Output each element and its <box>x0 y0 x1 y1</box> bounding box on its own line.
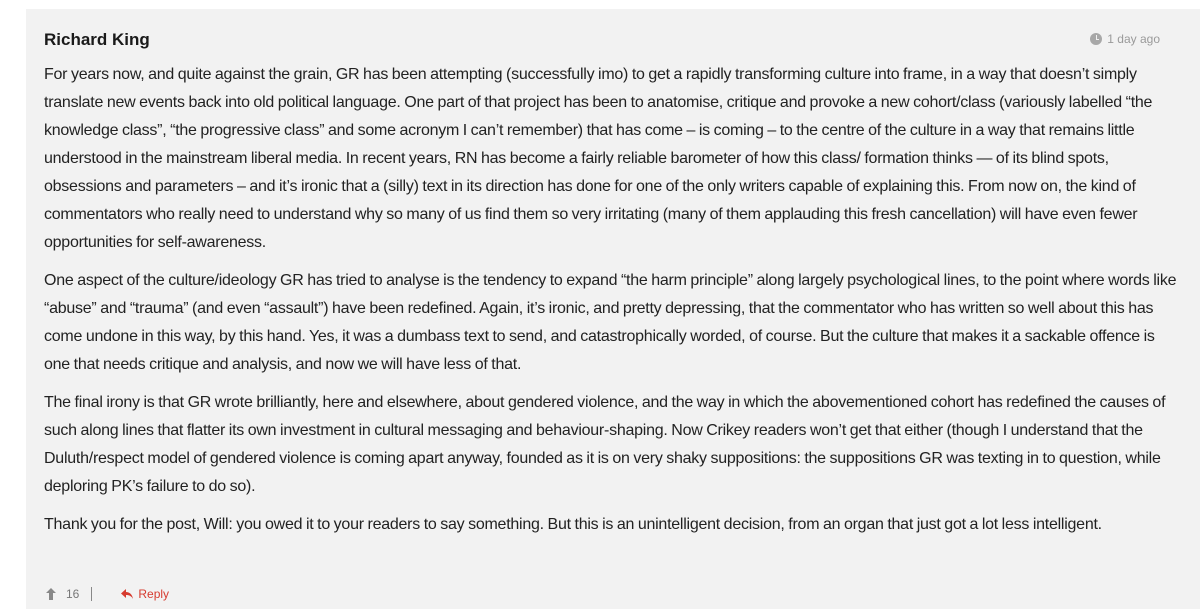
footer-divider <box>91 587 92 601</box>
comment-footer <box>44 587 169 601</box>
timestamp-label: 1 day ago <box>1107 32 1160 46</box>
comment-paragraph: One aspect of the culture/ideology GR has tried to analyse is the tendency to expand “the harm principle” along largely psychological lines, to the point where words like “abuse” and “trauma” (and even “assault”) have been redefined. Again, it’s ironic, and pretty depressing, that the commentator who has written so well about this has come undone in this way, by this hand. Yes, it was a dumbass text to send, and catastrophically worded, of course. But the culture that makes it a sackable offence is one that needs critique and analysis, and now we will have less of that. <box>44 272 1177 373</box>
comment-timestamp[interactable] <box>1090 32 1160 46</box>
comment-paragraph: The final irony is that GR wrote brilliantly, here and elsewhere, about gendered violence, and the way in which the abovementioned cohort has redefined the causes of such along lines that flatter its own investment in cultural messaging and behaviour-shaping. Now Crikey readers won’t get that either (though I understand that the Duluth/respect model of gendered violence is coming apart anyway, founded as it is on very shaky suppositions: the suppositions GR was texting in to question, while deploring PK’s failure to do so). <box>44 394 1166 495</box>
vote-count: 16 <box>66 587 80 601</box>
clock-icon <box>1090 33 1102 45</box>
reply-arrow-icon <box>120 588 134 600</box>
reply-label: Reply <box>138 587 170 601</box>
thumbs-up-icon[interactable] <box>44 587 58 601</box>
reply-button[interactable] <box>120 587 169 601</box>
comment-author[interactable]: Richard King <box>44 30 150 49</box>
comment-header <box>44 29 1182 55</box>
comment-paragraph: Thank you for the post, Will: you owed it to your readers to say something. But this is an unintelligent decision, from an organ that just got a lot less intelligent. <box>44 516 1102 533</box>
comment-card <box>26 9 1200 609</box>
comment-body <box>44 61 1182 539</box>
comment-paragraph: For years now, and quite against the grain, GR has been attempting (successfully imo) to get a rapidly transforming culture into frame, in a way that doesn’t simply translate new events back into old political language. One part of that project has been to anatomise, critique and provoke a new cohort/class (variously labelled “the knowledge class”, “the progressive class” and some acronym I can’t remember) that has come – is coming – to the centre of the culture in a way that remains little understood in the mainstream liberal media. In recent years, RN has become a fairly reliable barometer of how this class/ formation thinks — of its blind spots, obsessions and parameters – and it’s ironic that a (silly) text in its direction has done for one of the only writers capable of explaining this. From now on, the kind of commentators who really need to understand why so many of us find them so very irritating (many of them applauding this fresh cancellation) will have even fewer opportunities for self-awareness. <box>44 66 1153 251</box>
